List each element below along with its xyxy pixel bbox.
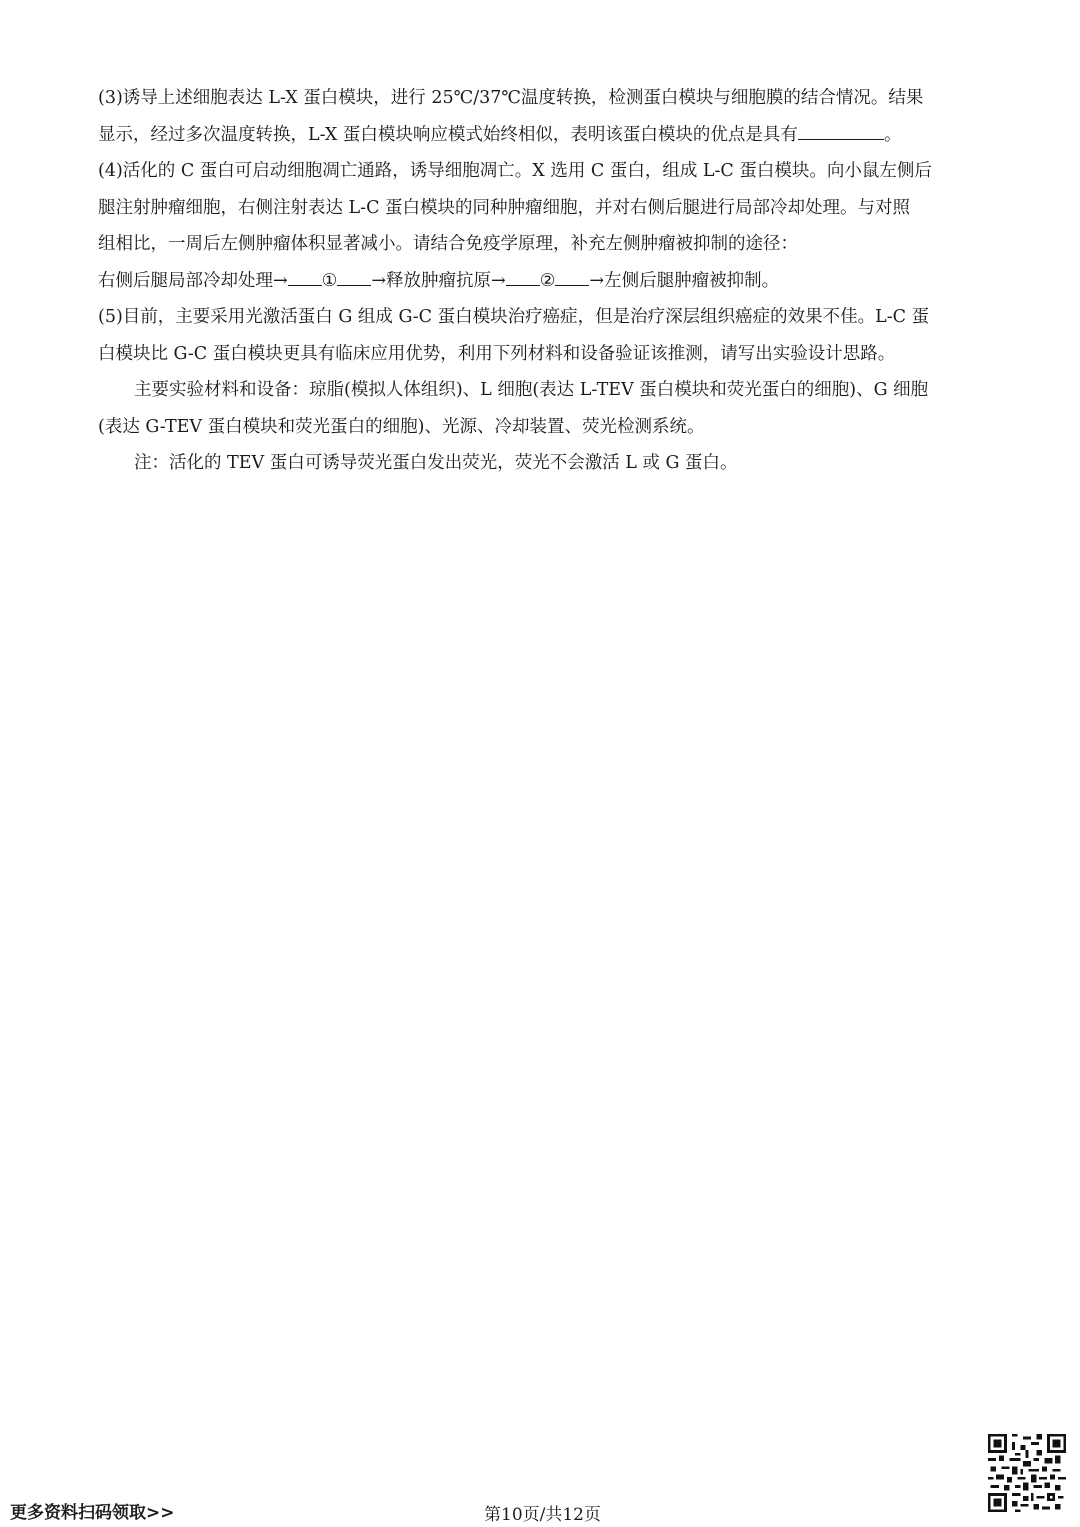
q3-line-1: (3)诱导上述细胞表达 L-X 蛋白模块，进行 25℃/37℃温度转换，检测蛋白模块与细胞膜的结合情况。结果 [98, 88, 924, 108]
q5-note: 注：活化的 TEV 蛋白可诱导荧光蛋白发出荧光，荧光不会激活 L 或 G 蛋白。 [134, 453, 738, 473]
q5-materials-1: 主要实验材料和设备：琼脂(模拟人体组织)、L 细胞(表达 L-TEV 蛋白模块和荧光蛋白的细胞)、G 细胞 [134, 380, 929, 400]
pathway-start: 右侧后腿局部冷却处理→ [98, 270, 288, 291]
q4-pathway [98, 263, 984, 300]
q5-materials-2: (表达 G-TEV 蛋白模块和荧光蛋白的细胞)、光源、冷却装置、荧光检测系统。 [98, 416, 705, 437]
q4-line-2: 腿注射肿瘤细胞，右侧注射表达 L-C 蛋白模块的同种肿瘤细胞，并对右侧后腿进行局部冷却处理。与对照 [98, 197, 911, 218]
answer-blank-q3[interactable] [798, 117, 884, 140]
q3-line-2-end: 。 [883, 124, 902, 145]
blank-marker-1: ① [321, 270, 338, 291]
q4-line-3: 组相比，一周后左侧肿瘤体积显著减小。请结合免疫学原理，补充左侧肿瘤被抑制的途径： [98, 234, 798, 254]
qr-code-icon[interactable] [988, 1434, 1066, 1512]
q4-line-1: (4)活化的 C 蛋白可启动细胞凋亡通路，诱导细胞凋亡。X 选用 C 蛋白，组成 L-C 蛋白模块。向小鼠左侧后 [98, 161, 932, 181]
answer-blank-1-right[interactable] [337, 263, 371, 286]
answer-blank-1-left[interactable] [288, 263, 322, 286]
answer-blank-2-left[interactable] [506, 263, 540, 286]
page-number: 第10页/共12页 [484, 1505, 601, 1525]
blank-marker-2: ② [539, 270, 556, 291]
q5-line-2: 白模块比 G-C 蛋白模块更具有临床应用优势，利用下列材料和设备验证该推测，请写出实验设计思路。 [98, 343, 896, 364]
question-content [98, 80, 984, 482]
footer-promo-text[interactable]: 更多资料扫码领取>> [10, 1503, 175, 1523]
q3-line-2-text: 显示，经过多次温度转换，L-X 蛋白模块响应模式始终相似，表明该蛋白模块的优点是具有 [98, 124, 798, 145]
q3-line-2 [98, 117, 984, 154]
answer-blank-2-right[interactable] [555, 263, 589, 286]
pathway-middle: →释放肿瘤抗原→ [371, 270, 506, 291]
q5-line-1: (5)目前，主要采用光激活蛋白 G 组成 G-C 蛋白模块治疗癌症，但是治疗深层组织癌症的效果不佳。L-C 蛋 [98, 307, 930, 327]
pathway-end: →左侧后腿肿瘤被抑制。 [589, 270, 780, 291]
